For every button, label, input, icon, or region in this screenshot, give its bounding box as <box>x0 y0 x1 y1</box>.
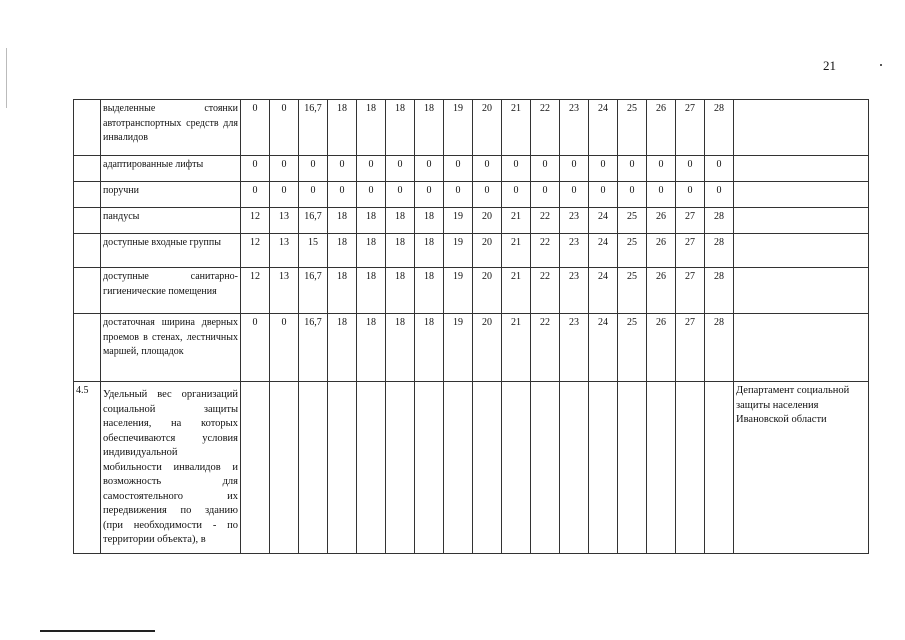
value-cell <box>328 382 357 554</box>
value-cell <box>705 382 734 554</box>
value-cell: 18 <box>415 234 444 268</box>
value-cell: 0 <box>502 182 531 208</box>
value-cell: 19 <box>444 268 473 314</box>
value-cell: 0 <box>676 182 705 208</box>
page-number: 21 <box>823 58 836 73</box>
value-cell: 18 <box>357 268 386 314</box>
value-cell: 0 <box>241 100 270 156</box>
value-cell: 0 <box>241 182 270 208</box>
responsible-cell <box>734 268 869 314</box>
value-cell: 26 <box>647 314 676 382</box>
value-cell <box>618 382 647 554</box>
value-cell: 18 <box>357 314 386 382</box>
value-cell: 20 <box>473 208 502 234</box>
value-cell: 0 <box>531 182 560 208</box>
value-cell <box>357 382 386 554</box>
value-cell: 18 <box>386 100 415 156</box>
row-label: доступные входные группы <box>101 234 241 268</box>
value-cell: 16,7 <box>299 268 328 314</box>
value-cell: 16,7 <box>299 208 328 234</box>
value-cell: 28 <box>705 268 734 314</box>
value-cell: 12 <box>241 268 270 314</box>
value-cell: 18 <box>386 208 415 234</box>
value-cell: 0 <box>386 156 415 182</box>
value-cell: 26 <box>647 268 676 314</box>
value-cell: 16,7 <box>299 100 328 156</box>
table-row <box>74 156 869 182</box>
value-cell: 20 <box>473 100 502 156</box>
responsible-cell <box>734 208 869 234</box>
value-cell <box>502 382 531 554</box>
table-row <box>74 208 869 234</box>
value-cell: 21 <box>502 268 531 314</box>
value-cell: 25 <box>618 208 647 234</box>
value-cell: 18 <box>328 234 357 268</box>
value-cell: 12 <box>241 234 270 268</box>
value-cell: 22 <box>531 314 560 382</box>
scan-margin-mark <box>6 48 7 108</box>
indicator-table <box>73 99 869 554</box>
row-label: адаптированные лифты <box>101 156 241 182</box>
value-cell: 18 <box>328 100 357 156</box>
value-cell: 20 <box>473 268 502 314</box>
value-cell: 19 <box>444 208 473 234</box>
value-cell: 0 <box>444 156 473 182</box>
value-cell: 18 <box>357 234 386 268</box>
value-cell: 0 <box>444 182 473 208</box>
value-cell: 21 <box>502 234 531 268</box>
value-cell <box>386 382 415 554</box>
table-row <box>74 100 869 156</box>
value-cell <box>299 382 328 554</box>
value-cell: 0 <box>502 156 531 182</box>
value-cell: 24 <box>589 208 618 234</box>
value-cell: 18 <box>328 208 357 234</box>
value-cell: 0 <box>299 156 328 182</box>
value-cell: 0 <box>386 182 415 208</box>
value-cell: 0 <box>589 156 618 182</box>
value-cell: 18 <box>415 100 444 156</box>
value-cell: 24 <box>589 268 618 314</box>
value-cell: 21 <box>502 314 531 382</box>
value-cell <box>473 382 502 554</box>
value-cell: 22 <box>531 268 560 314</box>
value-cell: 0 <box>270 156 299 182</box>
value-cell: 18 <box>415 268 444 314</box>
responsible-cell <box>734 234 869 268</box>
value-cell: 18 <box>357 100 386 156</box>
row-label: доступные санитарно-гигиенические помещения <box>101 268 241 314</box>
value-cell: 15 <box>299 234 328 268</box>
value-cell: 18 <box>415 208 444 234</box>
table-row <box>74 314 869 382</box>
value-cell <box>589 382 618 554</box>
value-cell: 18 <box>415 314 444 382</box>
row-label: достаточная ширина дверных проемов в стенах, лестничных маршей, площадок <box>101 314 241 382</box>
responsible-organization: Департамент социальной защиты населения Ивановской области <box>734 382 869 554</box>
value-cell: 0 <box>676 156 705 182</box>
indicator-label: Удельный вес организаций социальной защиты населения, на которых обеспечиваются условия индивидуальной мобильности инвалидов и возможность для самостоятельного их передвижения по зданию (при необходимости - по территории объекта), в <box>101 382 241 554</box>
value-cell: 25 <box>618 234 647 268</box>
value-cell: 22 <box>531 234 560 268</box>
indicator-row <box>74 382 869 554</box>
row-number-cell <box>74 100 101 156</box>
value-cell <box>415 382 444 554</box>
row-number-cell <box>74 314 101 382</box>
value-cell: 18 <box>357 208 386 234</box>
value-cell: 20 <box>473 234 502 268</box>
value-cell: 0 <box>531 156 560 182</box>
value-cell <box>270 382 299 554</box>
value-cell: 0 <box>589 182 618 208</box>
value-cell: 23 <box>560 268 589 314</box>
table-row <box>74 234 869 268</box>
value-cell: 22 <box>531 208 560 234</box>
value-cell: 24 <box>589 100 618 156</box>
value-cell: 25 <box>618 314 647 382</box>
value-cell: 28 <box>705 234 734 268</box>
scan-dot <box>880 64 882 66</box>
value-cell <box>676 382 705 554</box>
value-cell <box>560 382 589 554</box>
value-cell: 26 <box>647 208 676 234</box>
footer-rule <box>40 630 155 632</box>
value-cell: 27 <box>676 100 705 156</box>
value-cell <box>444 382 473 554</box>
value-cell: 0 <box>241 156 270 182</box>
value-cell: 0 <box>270 314 299 382</box>
responsible-cell <box>734 182 869 208</box>
value-cell: 28 <box>705 208 734 234</box>
value-cell: 28 <box>705 314 734 382</box>
value-cell: 0 <box>270 182 299 208</box>
value-cell: 25 <box>618 268 647 314</box>
value-cell: 0 <box>560 156 589 182</box>
value-cell: 13 <box>270 208 299 234</box>
table-row <box>74 268 869 314</box>
value-cell: 13 <box>270 234 299 268</box>
value-cell <box>241 382 270 554</box>
value-cell: 16,7 <box>299 314 328 382</box>
value-cell: 0 <box>618 182 647 208</box>
value-cell: 0 <box>647 182 676 208</box>
value-cell: 0 <box>473 182 502 208</box>
value-cell <box>647 382 676 554</box>
row-label: пандусы <box>101 208 241 234</box>
responsible-cell <box>734 156 869 182</box>
value-cell: 13 <box>270 268 299 314</box>
value-cell <box>531 382 560 554</box>
value-cell: 23 <box>560 314 589 382</box>
value-cell: 19 <box>444 100 473 156</box>
value-cell: 24 <box>589 314 618 382</box>
value-cell: 0 <box>705 182 734 208</box>
value-cell: 27 <box>676 268 705 314</box>
value-cell: 0 <box>415 182 444 208</box>
value-cell: 21 <box>502 208 531 234</box>
value-cell: 0 <box>270 100 299 156</box>
row-number-cell <box>74 208 101 234</box>
value-cell: 23 <box>560 208 589 234</box>
value-cell: 0 <box>618 156 647 182</box>
value-cell: 27 <box>676 234 705 268</box>
value-cell: 0 <box>357 182 386 208</box>
row-label: выделенные стоянки автотранспортных средств для инвалидов <box>101 100 241 156</box>
row-label: поручни <box>101 182 241 208</box>
value-cell: 18 <box>328 314 357 382</box>
value-cell: 18 <box>386 268 415 314</box>
value-cell: 19 <box>444 314 473 382</box>
value-cell: 21 <box>502 100 531 156</box>
indicator-number: 4.5 <box>74 382 101 554</box>
value-cell: 23 <box>560 234 589 268</box>
value-cell: 25 <box>618 100 647 156</box>
value-cell: 0 <box>299 182 328 208</box>
value-cell: 20 <box>473 314 502 382</box>
value-cell: 0 <box>705 156 734 182</box>
value-cell: 23 <box>560 100 589 156</box>
row-number-cell <box>74 156 101 182</box>
value-cell: 0 <box>415 156 444 182</box>
value-cell: 26 <box>647 100 676 156</box>
value-cell: 27 <box>676 314 705 382</box>
value-cell: 24 <box>589 234 618 268</box>
value-cell: 28 <box>705 100 734 156</box>
value-cell: 0 <box>328 182 357 208</box>
responsible-cell <box>734 100 869 156</box>
value-cell: 12 <box>241 208 270 234</box>
value-cell: 0 <box>357 156 386 182</box>
row-number-cell <box>74 268 101 314</box>
value-cell: 27 <box>676 208 705 234</box>
table-row <box>74 182 869 208</box>
row-number-cell <box>74 182 101 208</box>
value-cell: 26 <box>647 234 676 268</box>
value-cell: 18 <box>386 234 415 268</box>
value-cell: 18 <box>328 268 357 314</box>
value-cell: 0 <box>560 182 589 208</box>
responsible-cell <box>734 314 869 382</box>
value-cell: 22 <box>531 100 560 156</box>
value-cell: 0 <box>241 314 270 382</box>
row-number-cell <box>74 234 101 268</box>
value-cell: 0 <box>473 156 502 182</box>
value-cell: 18 <box>386 314 415 382</box>
value-cell: 19 <box>444 234 473 268</box>
value-cell: 0 <box>647 156 676 182</box>
value-cell: 0 <box>328 156 357 182</box>
